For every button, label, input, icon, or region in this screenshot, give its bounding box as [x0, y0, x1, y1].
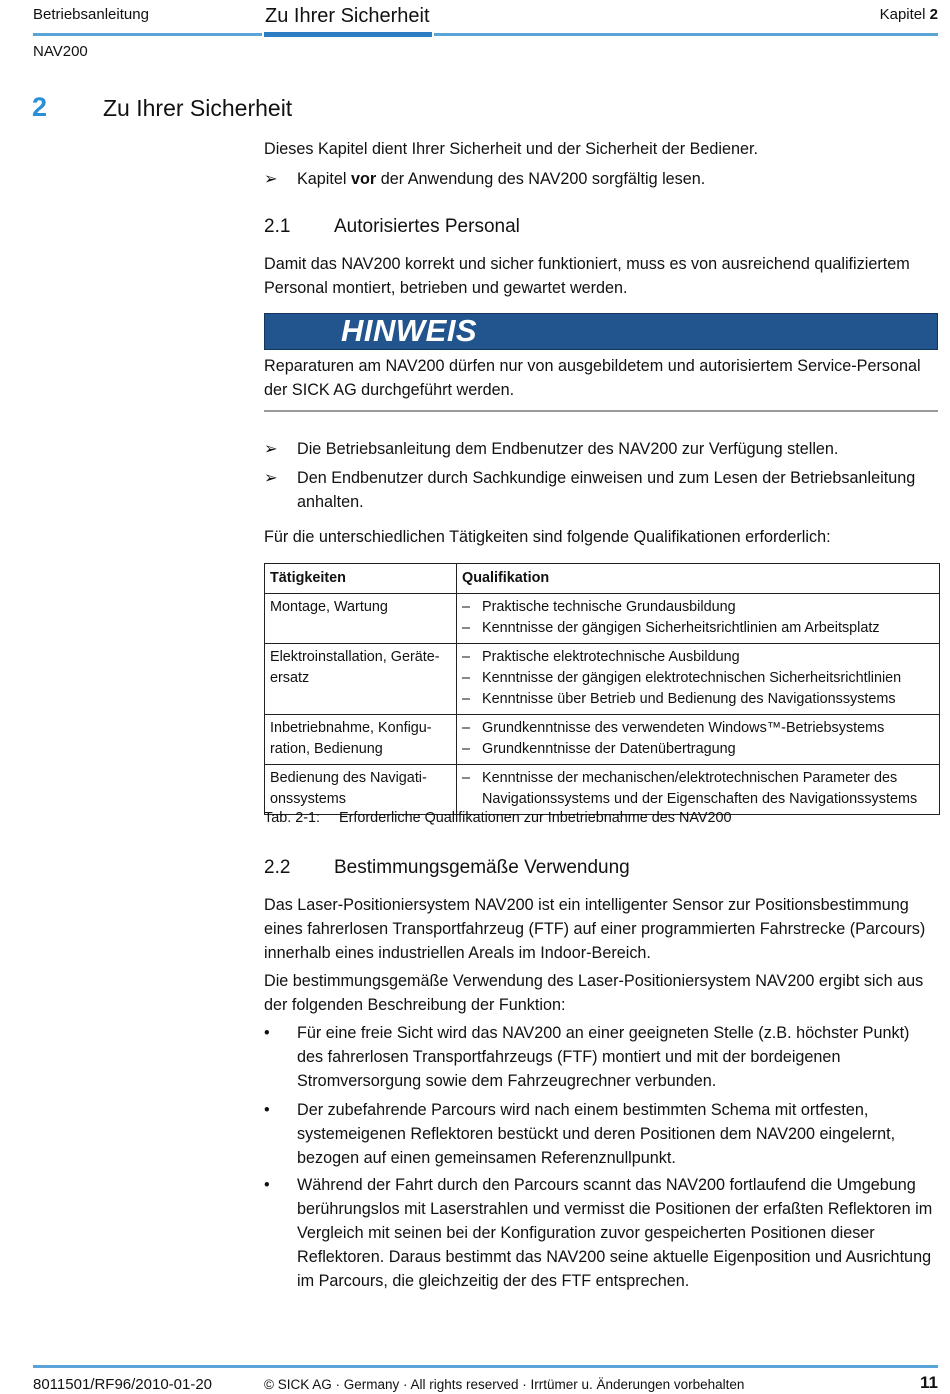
section-2-1-paragraph: Damit das NAV200 korrekt und sicher funktioniert, muss es von ausreichend qualifiziertem Personal montiert, betrieben und gewartet werden.	[264, 255, 910, 297]
header-rule-right	[434, 33, 938, 36]
table-cell-activity: Bedienung des Navigati-onssystems	[265, 765, 457, 815]
list-item	[264, 1173, 940, 1293]
instruction-item	[264, 466, 940, 514]
instruction-text: Die Betriebsanleitung dem Endbenutzer des NAV200 zur Verfügung stellen.	[297, 440, 839, 458]
table-cell-activity: Montage, Wartung	[265, 594, 457, 644]
list-item: – Praktische technische Grundausbildung	[462, 599, 736, 615]
header-chapter-label: Kapitel	[879, 6, 926, 23]
header-product: NAV200	[33, 43, 88, 60]
table-caption-label: Tab. 2-1:	[264, 810, 320, 826]
chapter-title: Zu Ihrer Sicherheit	[103, 95, 293, 121]
qualification-table	[264, 563, 940, 815]
instruction-text: Den Endbenutzer durch Sachkundige einweisen und zum Lesen der Betriebsanleitung anhalten.	[297, 469, 916, 511]
section-2-2-number: 2.2	[264, 857, 291, 878]
notice-text: Reparaturen am NAV200 dürfen nur von ausgebildetem und autorisiertem Service-Personal der SICK AG durchgeführt werden.	[264, 357, 921, 399]
list-item: – Kenntnisse über Betrieb und Bedienung des Navigationssystems	[462, 691, 896, 707]
table-cell-activity: Inbetriebnahme, Konfigu-ration, Bedienung	[265, 715, 457, 765]
bullet-icon: •	[264, 1024, 270, 1042]
bullet-text: Für eine freie Sicht wird das NAV200 an einer geeigneten Stelle (z.B. höchster Punkt) des fahrerlosen Transportfahrzeugs (FTF) montiert und mit der bordeigenen Stromversorgung sowie dem Fahrzeugrechner verbunden.	[297, 1024, 910, 1090]
header-section-title: Zu Ihrer Sicherheit	[265, 5, 430, 27]
section-2-1-title: Autorisiertes Personal	[334, 216, 520, 237]
column-header-activities: Tätigkeiten	[265, 564, 457, 594]
list-item: – Praktische elektrotechnische Ausbildung	[462, 649, 740, 665]
footer-page-number: 11	[920, 1373, 938, 1392]
section-2-1-number: 2.1	[264, 216, 291, 237]
list-item: – Kenntnisse der mechanischen/elektrotechnischen Parameter des Navigationssystems und der Eigenschaften des Navigationssystems	[462, 770, 918, 807]
list-item: – Grundkenntnisse der Datenübertragung	[462, 741, 736, 757]
instruction-text: Kapitel vor der Anwendung des NAV200 sorgfältig lesen.	[297, 170, 706, 188]
table-caption	[264, 810, 732, 826]
section-2-2-paragraph-1: Das Laser-Positioniersystem NAV200 ist ein intelligenter Sensor zur Positionsbestimmung eines fahrerlosen Transportfahrzeug (FTF) auf einer programmierten Fahrstrecke (Parcours) innerhalb eines industriellen Areals im Indoor-Bereich.	[264, 896, 926, 962]
table-intro: Für die unterschiedlichen Tätigkeiten sind folgende Qualifikationen erforderlich:	[264, 528, 831, 546]
bullet-text: Der zubefahrende Parcours wird nach einem bestimmten Schema mit ortfesten, systemeigenen Reflektoren bestückt und deren Positionen dem NAV200 eingelernt, bezogen auf einen gemeinsamen Referenznullpunkt.	[297, 1101, 896, 1167]
table-row	[265, 715, 940, 765]
header-chapter-number: 2	[929, 6, 938, 23]
arrow-icon: ➢	[264, 440, 278, 458]
footer-rule	[33, 1365, 938, 1368]
footer-doc-number: 8011501/RF96/2010-01-20	[33, 1376, 213, 1393]
section-2-2-paragraph-2: Die bestimmungsgemäße Verwendung des Laser-Positioniersystem NAV200 ergibt sich aus der folgenden Beschreibung der Funktion:	[264, 972, 924, 1014]
section-2-2-title: Bestimmungsgemäße Verwendung	[334, 857, 630, 878]
footer-copyright: © SICK AG · Germany · All rights reserved · Irrtümer u. Änderungen vorbehalten	[264, 1377, 745, 1392]
list-item: – Kenntnisse der gängigen elektrotechnischen Sicherheitsrichtlinien	[462, 670, 902, 686]
arrow-icon: ➢	[264, 469, 278, 487]
header-doc-type: Betriebsanleitung	[33, 6, 149, 23]
table-cell-qualification	[457, 644, 940, 715]
table-header-row	[265, 564, 940, 594]
list-item: – Grundkenntnisse des verwendeten Windows™-Betriebsystems	[462, 720, 885, 736]
arrow-icon: ➢	[264, 170, 278, 188]
notice-label: HINWEIS	[341, 313, 478, 348]
list-item	[264, 1098, 940, 1170]
table-row	[265, 644, 940, 715]
table-row	[265, 594, 940, 644]
notice-divider	[264, 410, 938, 412]
bullet-text: Während der Fahrt durch den Parcours scannt das NAV200 fortlaufend die Umgebung berührungslos mit Laserstrahlen und vermisst die Positionen der erfaßten Reflektoren im Vergleich mit seinen bei der Konfiguration zuvor gespeicherten Positionen dieser Reflektoren. Daraus bestimmt das NAV200 seine aktuelle Eigenposition und Ausrichtung im Parcours, die gleichzeitig der des FTF entsprechen.	[297, 1176, 933, 1290]
table-cell-qualification	[457, 765, 940, 815]
table-cell-qualification	[457, 715, 940, 765]
chapter-number: 2	[32, 92, 48, 122]
table-cell-activity: Elektroinstallation, Geräte-ersatz	[265, 644, 457, 715]
header-rule-title	[264, 32, 432, 37]
list-item: – Kenntnisse der gängigen Sicherheitsrichtlinien am Arbeitsplatz	[462, 620, 880, 636]
header-rule-left	[33, 33, 262, 36]
chapter-instruction	[264, 167, 940, 191]
table-caption-text: Erforderliche Qualifikationen zur Inbetriebnahme des NAV200	[339, 810, 732, 826]
header-chapter	[880, 6, 938, 23]
chapter-intro: Dieses Kapitel dient Ihrer Sicherheit und der Sicherheit der Bediener.	[264, 140, 759, 158]
bullet-icon: •	[264, 1101, 270, 1119]
instruction-item	[264, 437, 940, 461]
column-header-qualification: Qualifikation	[457, 564, 940, 594]
table-cell-qualification	[457, 594, 940, 644]
bullet-icon: •	[264, 1176, 270, 1194]
list-item	[264, 1021, 940, 1093]
notice-banner	[264, 313, 938, 350]
table-row	[265, 765, 940, 815]
